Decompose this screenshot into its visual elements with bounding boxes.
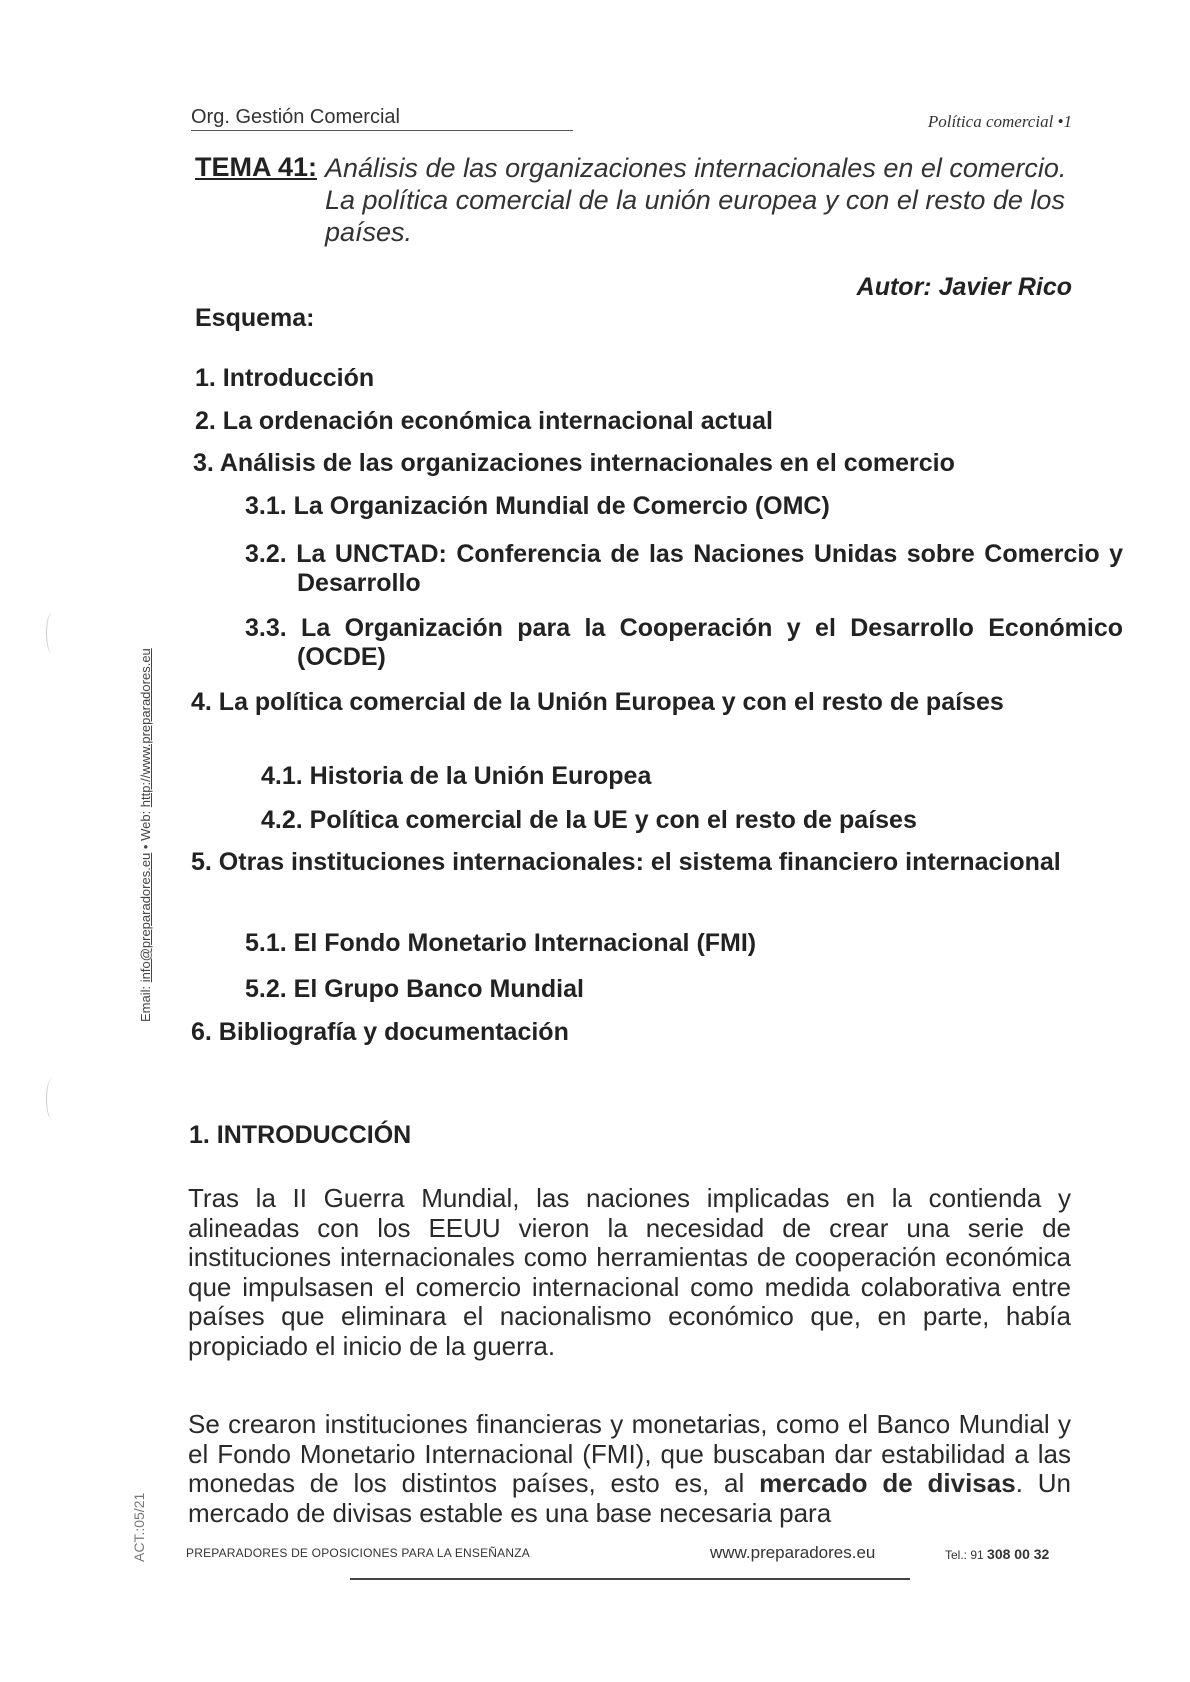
highlight-term: mercado de divisas <box>759 1468 1016 1498</box>
toc-item: 1. Introducción <box>195 364 375 392</box>
header-right: Política comercial •1 <box>927 112 1072 131</box>
header-rule <box>191 130 573 131</box>
footer-phone: Tel.: 91 308 00 32 <box>945 1546 1050 1562</box>
toc-item: 5.2. El Grupo Banco Mundial <box>245 975 584 1003</box>
toc-item: 3. Análisis de las organizaciones internacionales en el comercio <box>193 449 955 477</box>
toc-item: 3.1. La Organización Mundial de Comercio (OMC) <box>245 492 830 520</box>
tema-label: TEMA 41: <box>195 152 318 182</box>
toc-item: 6. Bibliografía y documentación <box>191 1018 569 1046</box>
author: Autor: Javier Rico <box>856 273 1072 301</box>
punch-hole <box>46 612 59 654</box>
tema-title: Análisis de las organizaciones internacionales en el comercio. La política comercial de la unión europea y con el resto de los países. <box>325 153 1067 247</box>
toc-item: 5.1. El Fondo Monetario Internacional (FMI) <box>245 929 757 957</box>
toc-item: 3.3. La Organización para la Cooperación y el Desarrollo Económico (OCDE) <box>245 614 1123 671</box>
toc-item: 3.2. La UNCTAD: Conferencia de las Naciones Unidas sobre Comercio y Desarrollo <box>245 540 1123 597</box>
intro-paragraph-2: Se crearon instituciones financieras y monetarias, como el Banco Mundial y el Fondo Monetario Internacional (FMI), que buscaban dar estabilidad a las monedas de los distintos países, esto es, al mercado de divisas. Un mercado de divisas estable es una base necesaria para <box>188 1409 1071 1528</box>
toc-item: 2. La ordenación económica internacional actual <box>195 407 773 435</box>
toc-item: 4.1. Historia de la Unión Europea <box>261 762 652 790</box>
footer-rule <box>350 1578 910 1580</box>
email-link[interactable]: info@preparadores.eu <box>138 852 153 983</box>
punch-hole <box>46 1078 59 1120</box>
toc-item: 5. Otras instituciones internacionales: el sistema financiero internacional <box>191 848 1061 876</box>
footer-website[interactable]: www.preparadores.eu <box>710 1543 876 1562</box>
header-left: Org. Gestión Comercial <box>191 106 400 128</box>
toc-item: 4. La política comercial de la Unión Europea y con el resto de países <box>191 688 1004 716</box>
document-code: ACT.:05/21 <box>131 1492 147 1562</box>
esquema-label: Esquema: <box>195 304 315 332</box>
web-link[interactable]: http://www.preparadores.eu <box>138 648 153 808</box>
intro-paragraph-1: Tras la II Guerra Mundial, las naciones implicadas en la contienda y alineadas con los EEUU vieron la necesidad de crear una serie de instituciones internacionales como herramientas de cooperación económica que impulsasen el comercio internacional como medida colaborativa entre países que eliminara el nacionalismo económico que, en parte, había propiciado el inicio de la guerra. <box>188 1183 1071 1361</box>
footer-left: PREPARADORES DE OPOSICIONES PARA LA ENSEÑANZA <box>186 1546 530 1560</box>
contact-sidebar: Email: info@preparadores.eu • Web: http://www.preparadores.eu <box>138 648 153 1022</box>
section-title: 1. INTRODUCCIÓN <box>189 1121 412 1149</box>
toc-item: 4.2. Política comercial de la UE y con el resto de países <box>261 806 917 834</box>
